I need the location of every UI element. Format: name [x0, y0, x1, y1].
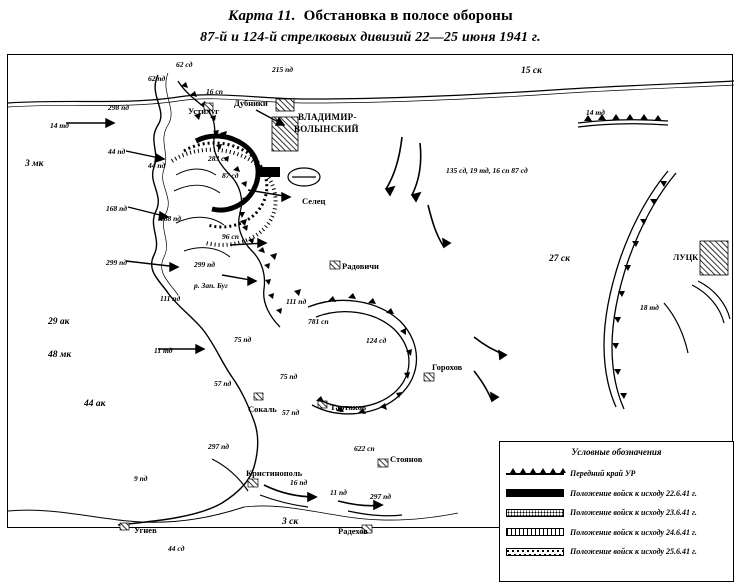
- map-label-l-62sd-top: 62 сд: [176, 60, 193, 69]
- legend-item: [506, 542, 729, 562]
- map-title-block: [0, 6, 741, 48]
- map-label-l-16sp: 16 сп: [206, 87, 223, 96]
- legend-item-label: Положение войск к исходу 22.6.41 г.: [570, 488, 697, 498]
- legend-item-label: Положение войск к исходу 23.6.41 г.: [570, 508, 697, 518]
- map-label-l-44ak: 44 ак: [84, 399, 106, 409]
- map-title-line-1: [0, 6, 741, 28]
- map-label-l-87sd: 87 сд: [222, 171, 239, 180]
- map-label-l-selets: Селец: [302, 196, 326, 206]
- map-label-l-57pd: 57 пд: [214, 379, 232, 388]
- map-label-l-111pd: 111 пд: [160, 294, 181, 303]
- map-label-l-622sp: 622 сп: [354, 444, 375, 453]
- legend-item-label: Передний край УР: [570, 469, 636, 479]
- legend-rows: [506, 464, 729, 562]
- map-number: Карта 11.: [228, 8, 296, 24]
- map-label-l-16pd: 16 пд: [290, 478, 308, 487]
- map-label-l-27sk: 27 ск: [549, 254, 570, 264]
- map-label-l-62pd: 62 пд: [148, 74, 166, 83]
- map-label-l-168pd2: 168 пд: [160, 214, 182, 223]
- map-label-l-tartakov: Тартаков: [330, 402, 367, 412]
- map-title-main: Обстановка в полосе обороны: [303, 8, 513, 24]
- map-label-l-75pd2: 75 пд: [280, 372, 298, 381]
- map-label-l-3mk: 3 мк: [25, 159, 44, 169]
- map-label-l-ugnev: Угнев: [134, 525, 157, 535]
- map-label-l-sokal: Сокаль: [248, 404, 277, 414]
- map-label-l-283sp: 283 сп: [208, 154, 229, 163]
- map-label-l-124sd: 124 сд: [366, 336, 387, 345]
- legend-item: [506, 503, 729, 523]
- legend-item: [506, 523, 729, 543]
- legend-item-label: Положение войск к исходу 25.6.41 г.: [570, 547, 697, 557]
- map-label-l-299pd: 299 пд: [106, 258, 128, 267]
- map-label-l-11td: 11 тд: [154, 346, 173, 355]
- map-label-l-radovichi: Радовичи: [342, 261, 379, 271]
- map-label-l-vladimir: ВЛАДИМИР-: [298, 112, 357, 122]
- map-label-l-168pd: 168 пд: [106, 204, 128, 213]
- map-label-l-kristinopol: Кристинополь: [246, 468, 303, 478]
- map-label-l-297pd2: 297 пд: [370, 492, 392, 501]
- map-label-l-3sk: 3 ск: [282, 517, 299, 527]
- legend-item: [506, 484, 729, 504]
- map-label-l-lutsk: ЛУЦК: [673, 252, 699, 262]
- map-label-l-18td: 18 тд: [640, 303, 659, 312]
- map-label-l-14td-left: 14 тд: [50, 121, 69, 130]
- legend-symbol-hatched-bar: [506, 526, 564, 538]
- map-frame: [7, 54, 733, 557]
- map-label-l-15sk: 15 ск: [521, 66, 542, 76]
- legend-item-label: Положение войск к исходу 24.6.41 г.: [570, 527, 697, 537]
- map-label-l-215pd: 215 пд: [272, 65, 294, 74]
- map-label-l-44pd2: 44 пд: [148, 161, 166, 170]
- legend-symbol-front-edge-ur: [506, 468, 564, 480]
- legend-item: [506, 464, 729, 484]
- legend-symbol-solid-bar: [506, 487, 564, 499]
- map-label-l-radekhov: Радехов: [338, 526, 368, 536]
- map-label-l-volynsky: ВОЛЫНСКИЙ: [294, 124, 359, 134]
- map-label-l-75pd: 75 пд: [234, 335, 252, 344]
- map-label-l-44pd: 44 пд: [108, 147, 126, 156]
- map-label-l-29ak: 29 ак: [48, 317, 70, 327]
- map-label-l-11pd: 11 пд: [330, 488, 347, 497]
- map-title-line-2: 87-й и 124-й стрелковых дивизий 22—25 июня 1941 г.: [200, 29, 541, 45]
- legend-title: Условные обозначения: [571, 447, 662, 457]
- map-label-l-57pd2: 57 пд: [282, 408, 300, 417]
- map-legend: [499, 441, 734, 582]
- map-label-l-111pd2: 111 пд: [286, 297, 307, 306]
- map-label-l-48mk: 48 мк: [48, 350, 72, 360]
- map-label-l-gorokhov: Горохов: [432, 362, 463, 372]
- map-label-l-9pd: 9 пд: [134, 474, 148, 483]
- map-label-l-44sd: 44 сд: [168, 544, 185, 553]
- map-label-l-297pd: 297 пд: [208, 442, 230, 451]
- map-label-l-riv-luga: р. Зап. Буг: [194, 281, 228, 290]
- legend-symbol-dotted-bar: [506, 507, 564, 519]
- legend-symbol-wave-bar: [506, 546, 564, 558]
- map-label-l-299pd2: 299 пд: [194, 260, 216, 269]
- map-label-l-781sp: 781 сп: [308, 317, 329, 326]
- map-label-l-dubniki: Дубники: [234, 98, 268, 108]
- map-label-l-135sd: 135 сд, 19 тд, 16 сп 87 сд: [446, 166, 528, 175]
- map-label-l-ustilug: Устилуг: [188, 106, 220, 116]
- map-label-l-stoyanov: Стоянов: [390, 454, 423, 464]
- map-label-l-96sp: 96 сп: [222, 232, 239, 241]
- map-label-l-14td-right: 14 тд: [586, 108, 605, 117]
- map-label-l-298pd: 298 пд: [108, 103, 130, 112]
